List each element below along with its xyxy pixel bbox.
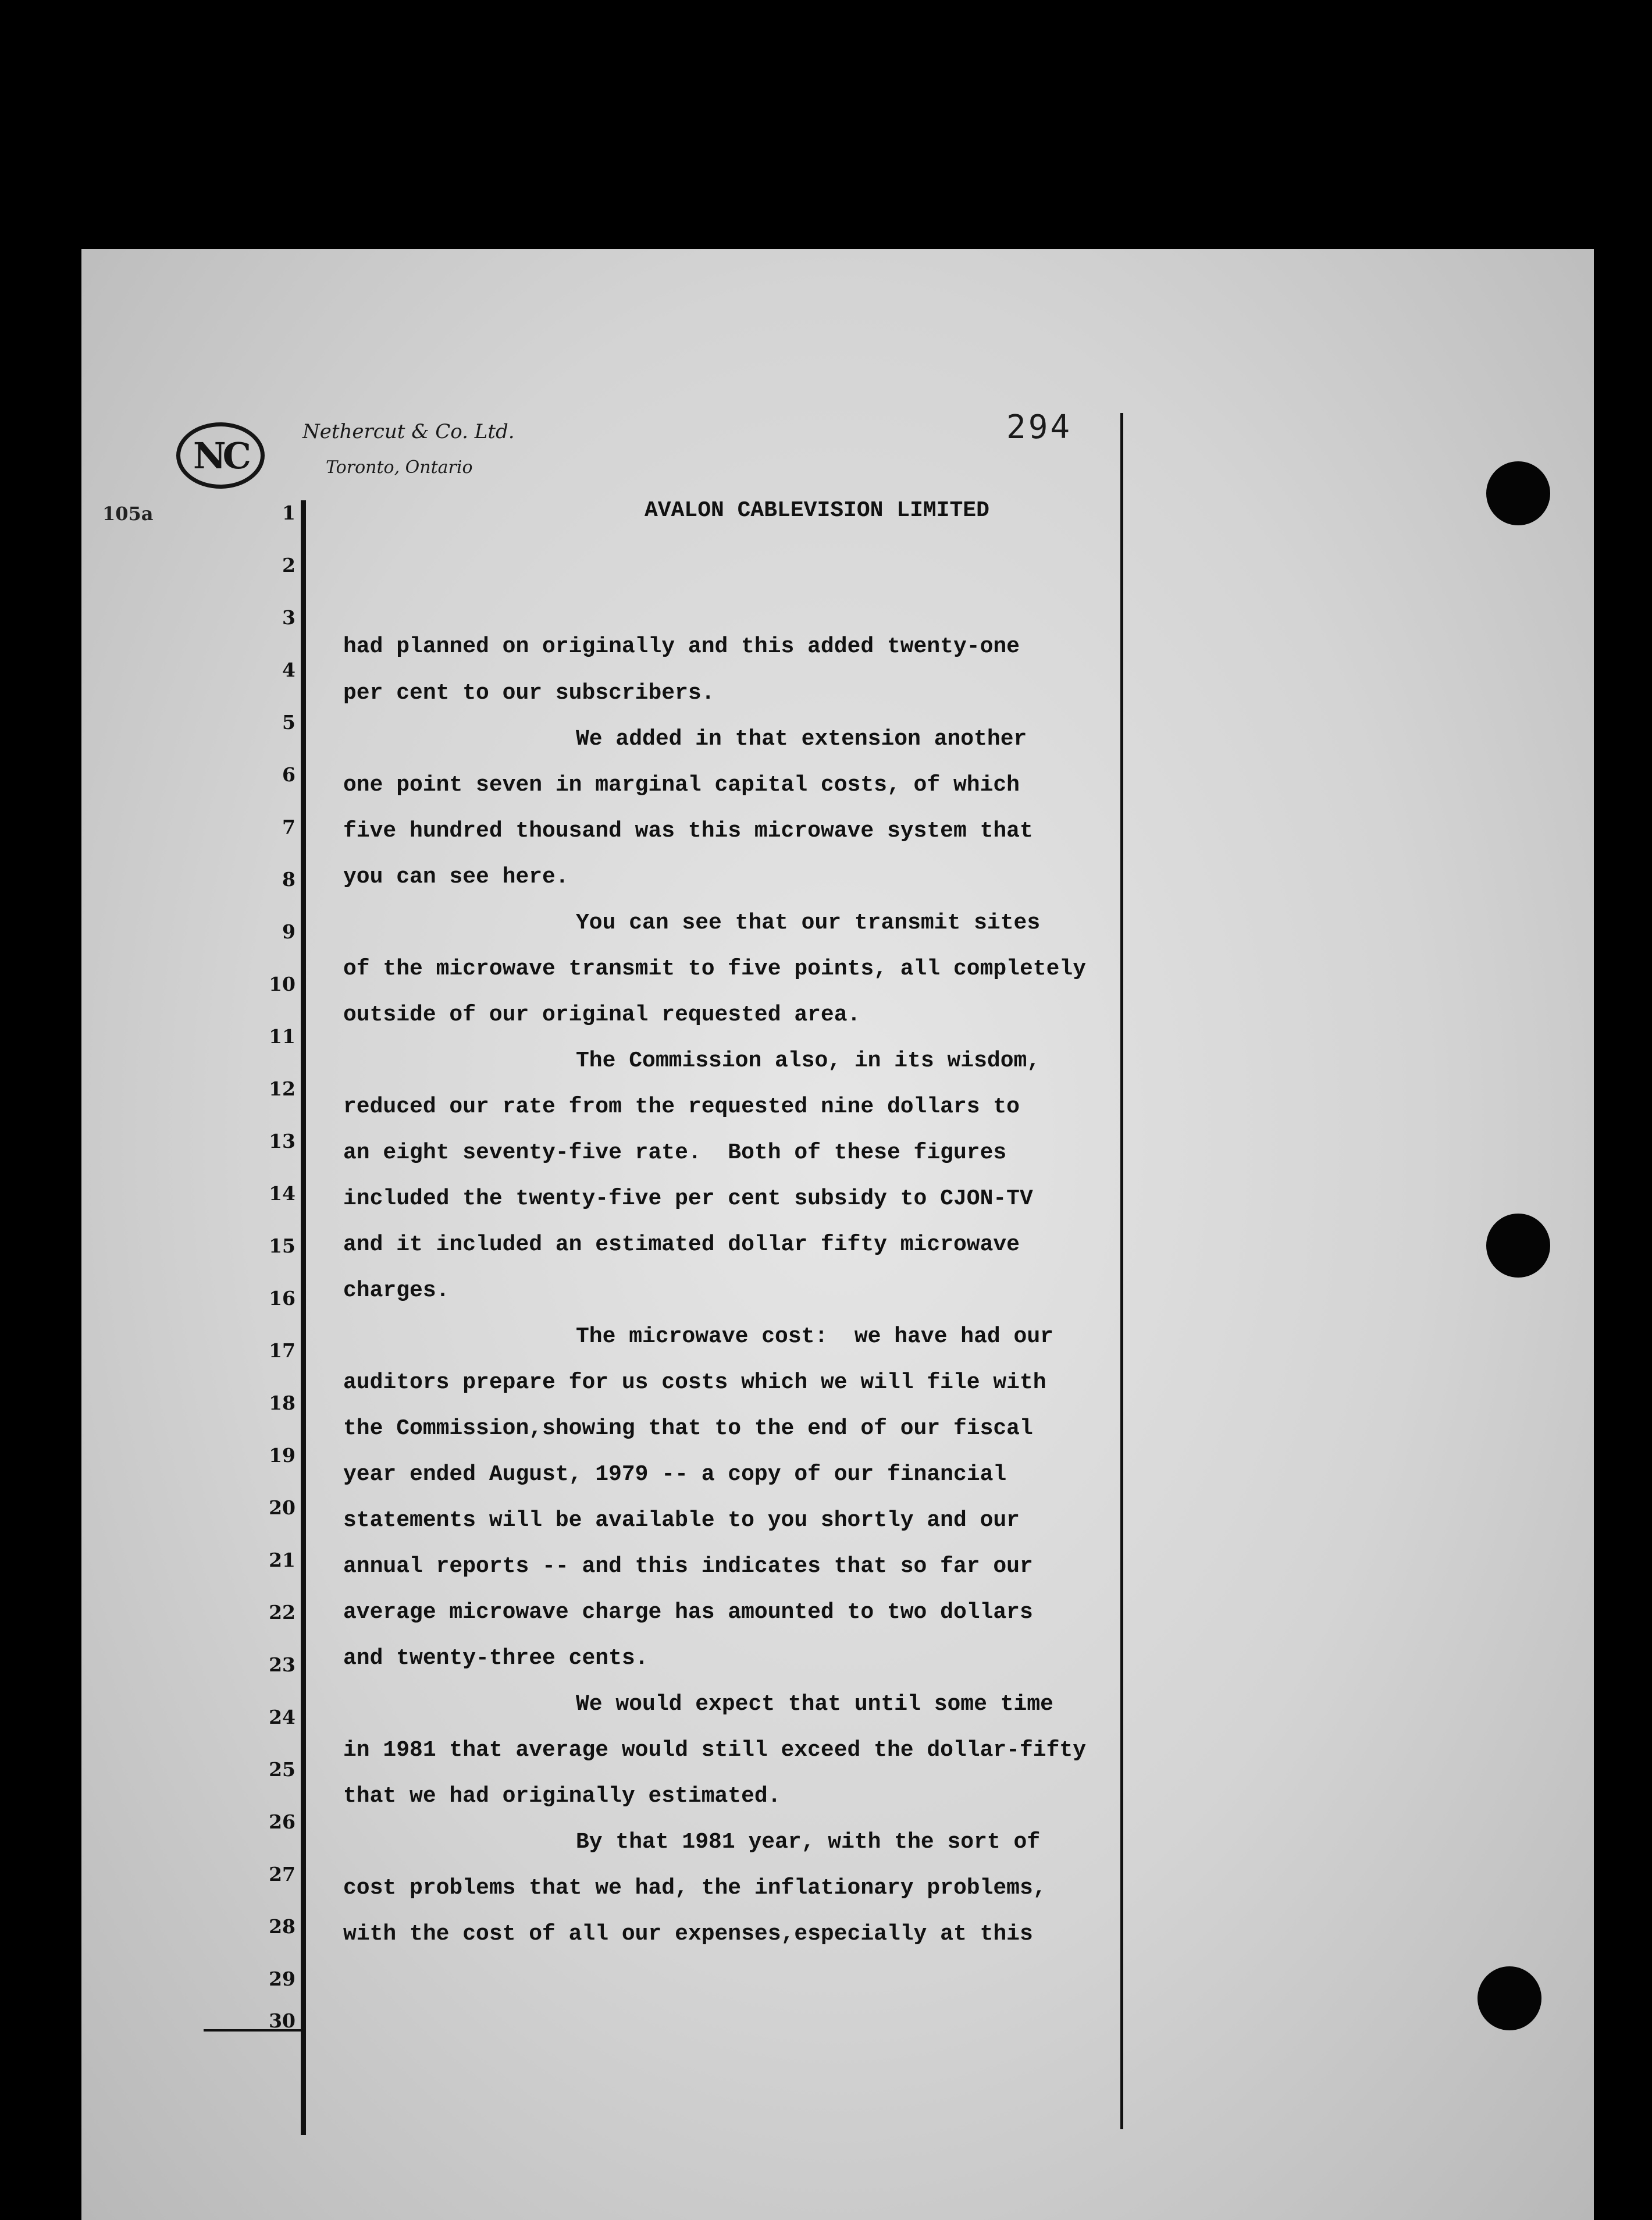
line-number: 5 (282, 711, 295, 734)
text-line: with the cost of all our expenses,especially at this (343, 1922, 1033, 1947)
page-number: 294 (1006, 408, 1073, 446)
line-number: 1 (282, 501, 295, 524)
text-line: We would expect that until some time (576, 1692, 1053, 1717)
text-line: The microwave cost: we have had our (576, 1324, 1053, 1349)
nc-logo: NC (176, 422, 265, 489)
line-number: 13 (269, 1130, 295, 1152)
line-number: 21 (269, 1549, 295, 1571)
line-number: 26 (269, 1810, 295, 1833)
right-margin-line (1120, 413, 1123, 2129)
text-line: year ended August, 1979 -- a copy of our financial (343, 1462, 1007, 1487)
text-line: average microwave charge has amounted to two dollars (343, 1600, 1033, 1625)
text-line: We added in that extension another (576, 727, 1027, 752)
text-line: five hundred thousand was this microwave system that (343, 819, 1033, 844)
line-number: 14 (269, 1182, 295, 1205)
line-number: 15 (269, 1234, 295, 1257)
line-number: 16 (269, 1287, 295, 1310)
text-line: had planned on originally and this added twenty-one (343, 634, 1020, 659)
line-number: 27 (269, 1863, 295, 1885)
line-number: 23 (269, 1653, 295, 1676)
line-number: 24 (269, 1706, 295, 1728)
text-line: you can see here. (343, 864, 569, 890)
company-name: Nethercut & Co. Ltd. (302, 420, 515, 443)
text-line: the Commission,showing that to the end of our fiscal (343, 1416, 1033, 1441)
text-line: that we had originally estimated. (343, 1784, 781, 1809)
line-number: 4 (282, 659, 295, 681)
line-number: 17 (269, 1339, 295, 1362)
line-number: 30 (269, 2009, 295, 2032)
line-number: 18 (269, 1392, 295, 1414)
line-number: 7 (282, 816, 295, 838)
text-line: statements will be available to you shortly and our (343, 1508, 1020, 1533)
line-number: 8 (282, 868, 295, 891)
text-line: auditors prepare for us costs which we will file with (343, 1370, 1046, 1395)
left-margin-line (301, 500, 306, 2135)
line-number: 10 (269, 973, 295, 995)
line-number: 29 (269, 1968, 295, 1990)
binder-hole-top (1486, 461, 1550, 525)
text-line: an eight seventy-five rate. Both of these figures (343, 1140, 1007, 1165)
line-number: 20 (269, 1496, 295, 1519)
text-line: and it included an estimated dollar fifty microwave (343, 1232, 1020, 1257)
text-line: included the twenty-five per cent subsidy to CJON-TV (343, 1186, 1033, 1211)
text-line: of the microwave transmit to five points, all completely (343, 956, 1087, 981)
text-line: per cent to our subscribers. (343, 681, 715, 706)
text-line: reduced our rate from the requested nine dollars to (343, 1094, 1020, 1119)
text-line: annual reports -- and this indicates that so far our (343, 1554, 1033, 1579)
text-line: in 1981 that average would still exceed the dollar-fifty (343, 1738, 1087, 1763)
sheet-code: 105a (102, 503, 154, 525)
line-number: 6 (282, 763, 295, 786)
text-line: By that 1981 year, with the sort of (576, 1830, 1041, 1855)
line-number: 2 (282, 554, 295, 577)
line-number: 22 (269, 1601, 295, 1624)
binder-hole-middle (1486, 1214, 1550, 1278)
line-number: 28 (269, 1915, 295, 1938)
document-title: AVALON CABLEVISION LIMITED (645, 498, 989, 523)
text-line: The Commission also, in its wisdom, (576, 1048, 1041, 1073)
text-line: You can see that our transmit sites (576, 910, 1041, 935)
text-line: and twenty-three cents. (343, 1646, 649, 1671)
company-location: Toronto, Ontario (326, 457, 473, 478)
text-line: one point seven in marginal capital costs, of which (343, 773, 1020, 798)
line-number: 19 (269, 1444, 295, 1467)
line-number: 25 (269, 1758, 295, 1781)
line-number: 9 (282, 920, 295, 943)
line-number: 11 (269, 1025, 295, 1048)
line-number: 3 (282, 606, 295, 629)
binder-hole-bottom (1477, 1966, 1541, 2030)
text-line: cost problems that we had, the inflationary problems, (343, 1876, 1046, 1901)
text-line: charges. (343, 1278, 450, 1303)
line-number: 12 (269, 1077, 295, 1100)
text-line: outside of our original requested area. (343, 1002, 861, 1027)
